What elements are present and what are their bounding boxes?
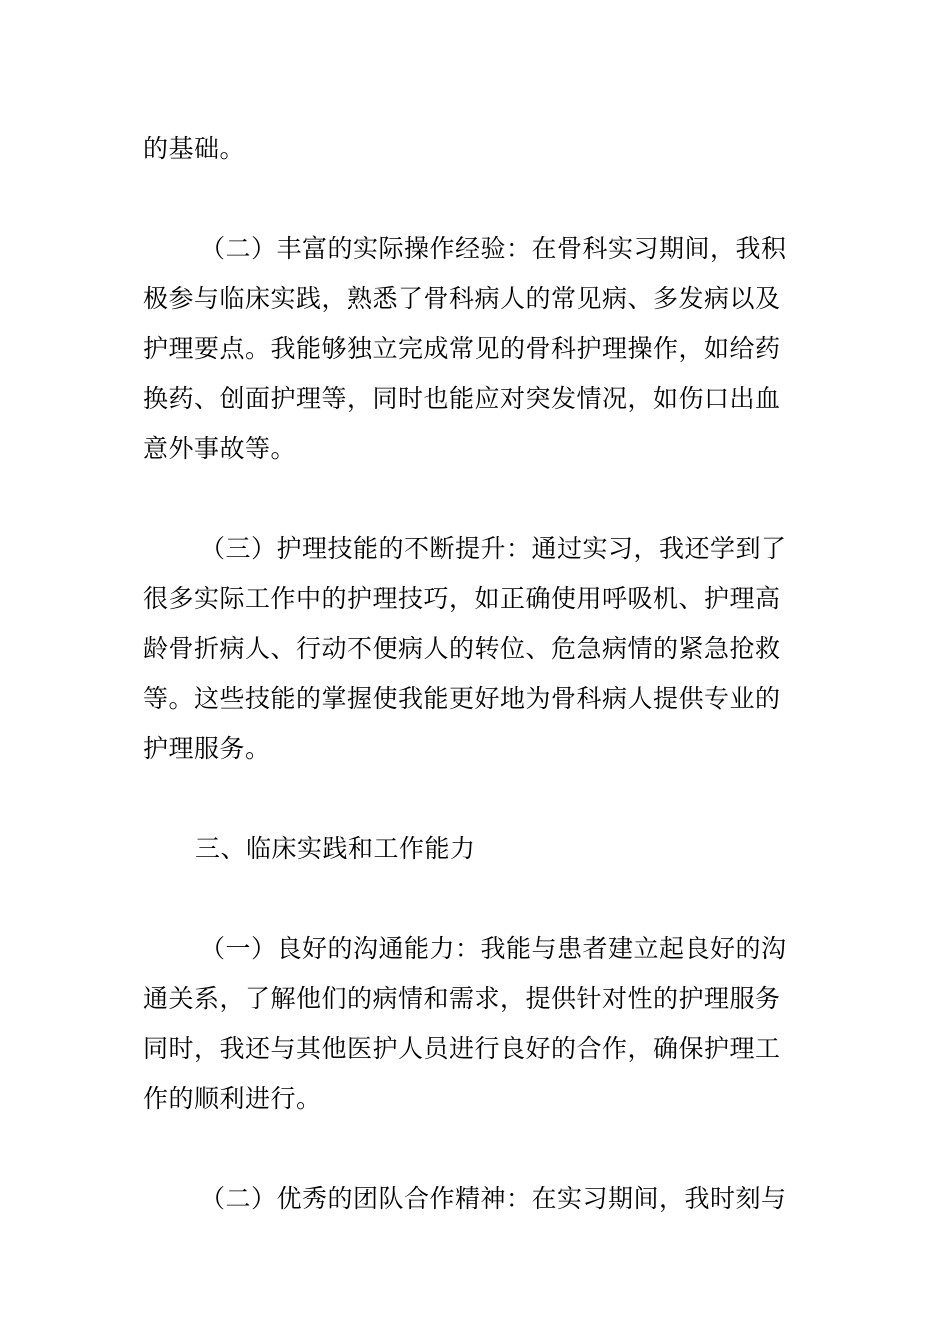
paragraph-line: 很多实际工作中的护理技巧，如正确使用呼吸机、护理高 <box>143 584 781 613</box>
paragraph-line: 的基础。 <box>143 134 246 163</box>
section-heading: 三、临床实践和工作能力 <box>195 834 476 863</box>
paragraph-line: 护理服务。 <box>143 734 271 763</box>
paragraph-line: 龄骨折病人、行动不便病人的转位、危急病情的紧急抢救 <box>143 634 781 663</box>
paragraph-line: 等。这些技能的掌握使我能更好地为骨科病人提供专业的 <box>143 684 781 713</box>
paragraph-line: 同时，我还与其他医护人员进行良好的合作，确保护理工 <box>143 1034 781 1063</box>
paragraph-first-line: （二）丰富的实际操作经验：在骨科实习期间，我积 <box>200 234 787 263</box>
paragraph-line: 作的顺利进行。 <box>143 1084 322 1113</box>
paragraph-line: 换药、创面护理等，同时也能应对突发情况，如伤口出血 <box>143 384 781 413</box>
paragraph-line: 通关系，了解他们的病情和需求，提供针对性的护理服务 <box>143 984 781 1013</box>
paragraph-line: 意外事故等。 <box>143 434 297 463</box>
paragraph-line: 极参与临床实践，熟悉了骨科病人的常见病、多发病以及 <box>143 284 781 313</box>
paragraph-first-line: （二）优秀的团队合作精神：在实习期间，我时刻与 <box>200 1184 787 1213</box>
paragraph-first-line: （一）良好的沟通能力：我能与患者建立起良好的沟 <box>200 934 787 963</box>
paragraph-first-line: （三）护理技能的不断提升：通过实习，我还学到了 <box>200 534 787 563</box>
paragraph-line: 护理要点。我能够独立完成常见的骨科护理操作，如给药 <box>143 334 781 363</box>
